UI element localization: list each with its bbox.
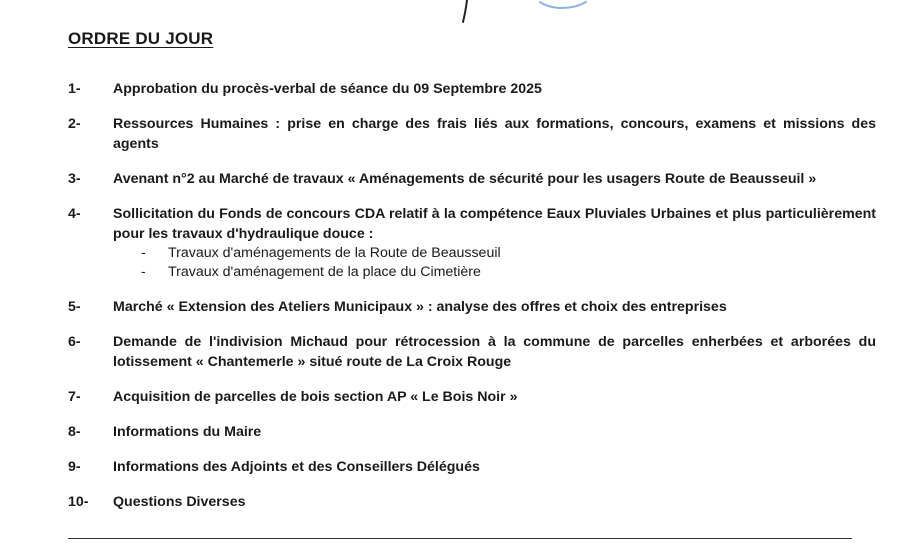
agenda-item: [68, 332, 876, 372]
agenda-item-number: 1-: [68, 81, 81, 97]
dash-bullet-icon: -: [141, 245, 146, 261]
agenda-item: [68, 387, 876, 407]
agenda-list: [68, 79, 876, 512]
agenda-item-text: Marché « Extension des Ateliers Municipaux » : analyse des offres et choix des entreprises: [113, 299, 727, 315]
agenda-item-text: Acquisition de parcelles de bois section AP « Le Bois Noir »: [113, 389, 518, 405]
agenda-item-text: Approbation du procès-verbal de séance du 09 Septembre 2025: [113, 81, 542, 97]
agenda-item: [68, 114, 876, 154]
agenda-item-number: 3-: [68, 171, 81, 187]
agenda-item: [68, 297, 876, 317]
agenda-subitem: [141, 244, 876, 263]
agenda-item: [68, 492, 876, 512]
agenda-item-text: Ressources Humaines : prise en charge des frais liés aux formations, concours, examens et missions des agents: [113, 116, 876, 152]
agenda-item-number: 2-: [68, 116, 81, 132]
agenda-item-text: Informations du Maire: [113, 424, 262, 440]
agenda-item-text: Avenant n°2 au Marché de travaux « Aménagements de sécurité pour les usagers Route de Beausseuil »: [113, 171, 817, 187]
agenda-subitem-list: [113, 244, 876, 282]
agenda-item: [68, 204, 876, 282]
page-title: ORDRE DU JOUR: [68, 29, 214, 48]
dash-bullet-icon: -: [141, 264, 146, 280]
agenda-item: [68, 169, 876, 189]
agenda-item: [68, 79, 876, 99]
agenda-item-number: 7-: [68, 389, 81, 405]
agenda-item-text: Sollicitation du Fonds de concours CDA relatif à la compétence Eaux Pluviales Urbaines et plus particulièrement pour les travaux d'hydraulique douce :: [113, 206, 876, 242]
agenda-item-number: 6-: [68, 334, 81, 350]
agenda-item-number: 10-: [68, 494, 89, 510]
agenda-item-body: [113, 204, 876, 282]
bottom-divider: [68, 538, 852, 539]
agenda-subitem: [141, 263, 876, 282]
agenda-item-text: Questions Diverses: [113, 494, 246, 510]
agenda-item-number: 8-: [68, 424, 81, 440]
agenda-item-number: 4-: [68, 206, 81, 222]
agenda-item-text: Informations des Adjoints et des Conseillers Délégués: [113, 459, 480, 475]
agenda-item: [68, 457, 876, 477]
agenda-item-number: 5-: [68, 299, 81, 315]
agenda-item: [68, 422, 876, 442]
signature-stroke: [440, 0, 600, 26]
agenda-item-text: Demande de l'indivision Michaud pour rétrocession à la commune de parcelles enherbées et arborées du lotissement « Chantemerle » situé route de La Croix Rouge: [113, 334, 876, 370]
agenda-subitem-text: Travaux d'aménagement de la place du Cimetière: [168, 264, 481, 280]
agenda-item-number: 9-: [68, 459, 81, 475]
agenda-subitem-text: Travaux d'aménagements de la Route de Beausseuil: [168, 245, 501, 261]
